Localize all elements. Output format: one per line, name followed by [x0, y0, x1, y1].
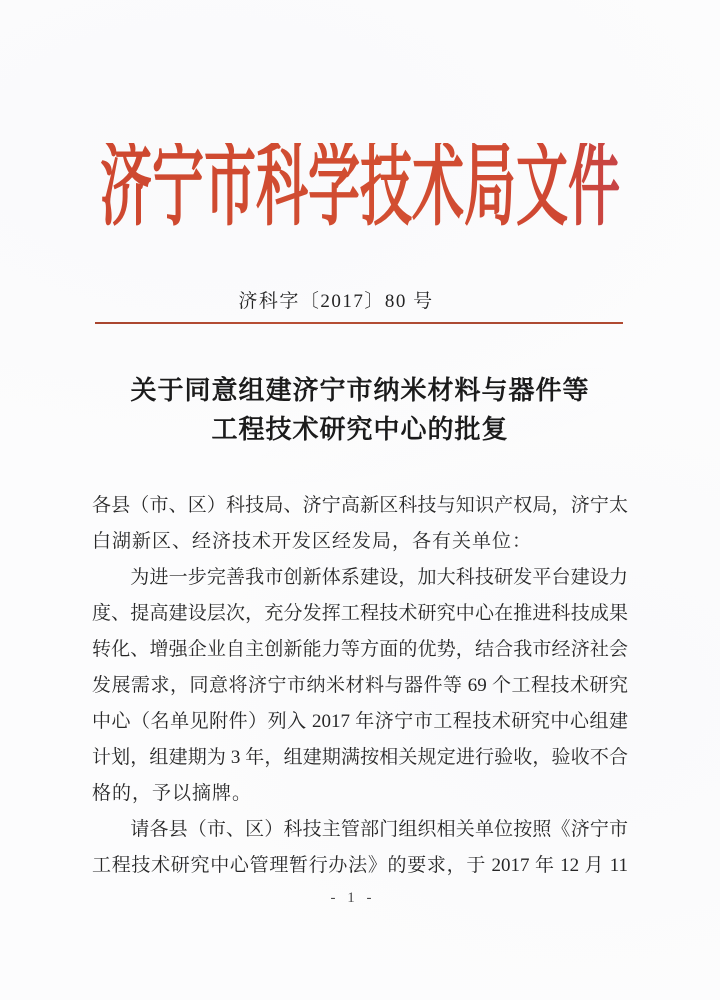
- letterhead-title: 济宁市科学技术局文件: [0, 143, 720, 234]
- body-line: 中心（名单见附件）列入 2017 年济宁市工程技术研究中心组建: [92, 711, 628, 732]
- body-line: 度、提高建设层次，充分发挥工程技术研究中心在推进科技成果: [92, 603, 628, 624]
- body-line: 格的，予以摘牌。: [92, 783, 253, 804]
- body-line: 各县（市、区）科技局、济宁高新区科技与知识产权局，济宁太: [92, 495, 628, 516]
- body-line: 工程技术研究中心管理暂行办法》的要求，于 2017 年 12 月 11: [92, 855, 628, 876]
- body-line: 白湖新区、经济技术开发区经发局，各有关单位：: [92, 531, 533, 552]
- body-line: 为进一步完善我市创新体系建设，加大科技研发平台建设力: [92, 567, 628, 588]
- page-number: - 1 -: [330, 890, 376, 906]
- body-line: 转化、增强企业自主创新能力等方面的优势，结合我市经济社会: [92, 639, 628, 660]
- document-body: [92, 488, 628, 884]
- document-title-line-2: 工程技术研究中心的批复: [211, 415, 509, 444]
- body-line: 请各县（市、区）科技主管部门组织相关单位按照《济宁市: [92, 819, 628, 840]
- body-line: 发展需求，同意将济宁市纳米材料与器件等 69 个工程技术研究: [92, 675, 628, 696]
- document-title-line-1: 关于同意组建济宁市纳米材料与器件等: [130, 376, 590, 405]
- document-reference-number: 济科字〔2017〕80 号: [238, 291, 434, 312]
- red-separator-rule: [95, 322, 623, 324]
- document-title: [60, 371, 660, 449]
- body-line: 计划，组建期为 3 年，组建期满按相关规定进行验收，验收不合: [92, 747, 628, 768]
